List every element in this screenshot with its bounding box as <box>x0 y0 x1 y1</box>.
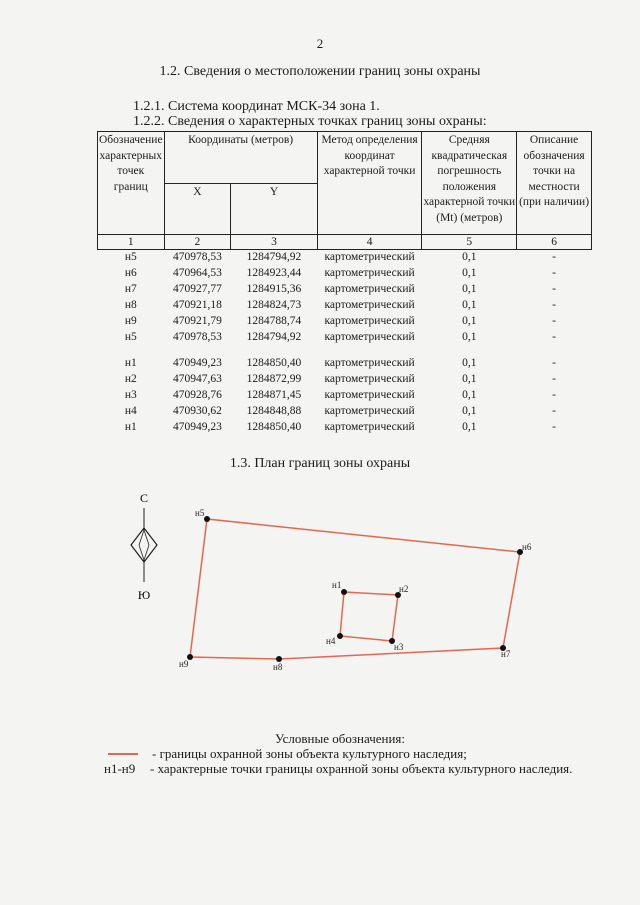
cell-x: 470947,63 <box>172 373 222 386</box>
cell-point: н1 <box>124 421 137 434</box>
cell-method: картометрический <box>324 330 415 343</box>
legend-points-key: н1-н9 <box>104 761 136 776</box>
cell-method: картометрический <box>324 298 415 311</box>
cell-point: н7 <box>124 282 137 295</box>
cell-description: - <box>552 373 556 386</box>
cell-y: 1284850,40 <box>246 421 302 434</box>
cell-description: - <box>552 282 556 295</box>
page-number: 2 <box>316 36 324 51</box>
cell-point: н3 <box>124 389 137 402</box>
section-title-1-3: 1.3. План границ зоны охраны <box>229 456 411 471</box>
table-row <box>98 372 592 388</box>
header-y: Y <box>231 183 317 235</box>
cell-error: 0,1 <box>462 373 477 386</box>
table-row <box>98 314 592 330</box>
header-method: Метод определения координат характерной точки <box>317 132 422 235</box>
cell-x: 470927,77 <box>172 282 222 295</box>
cell-method: картометрический <box>324 421 415 434</box>
cell-y: 1284824,73 <box>246 298 302 311</box>
cell-method: картометрический <box>324 266 415 279</box>
cell-method: картометрический <box>324 405 415 418</box>
compass-icon <box>131 491 157 602</box>
cell-error: 0,1 <box>462 389 477 402</box>
cell-point: н9 <box>124 314 137 327</box>
cell-point: н4 <box>124 405 137 418</box>
cell-description: - <box>552 314 556 327</box>
cell-y: 1284848,88 <box>246 405 302 418</box>
cell-x: 470978,53 <box>172 330 222 343</box>
cell-error: 0,1 <box>462 282 477 295</box>
point-marker-n1 <box>341 589 347 595</box>
cell-method: картометрический <box>324 373 415 386</box>
cell-error: 0,1 <box>462 405 477 418</box>
cell-description: - <box>552 298 556 311</box>
cell-y: 1284872,99 <box>246 373 302 386</box>
cell-description: - <box>552 389 556 402</box>
inner-boundary-line <box>340 592 398 641</box>
legend-line-description: - границы охранной зоны объекта культурного наследия; <box>152 746 467 761</box>
cell-x: 470964,53 <box>172 266 222 279</box>
cell-point: н6 <box>124 266 137 279</box>
header-description: Описание обозначения точки на местности (при наличии) <box>517 132 592 235</box>
col-number: 3 <box>231 235 317 250</box>
cell-error: 0,1 <box>462 330 477 343</box>
cell-y: 1284788,74 <box>246 314 302 327</box>
cell-description: - <box>552 330 556 343</box>
col-number: 6 <box>517 235 592 250</box>
legend-row-line <box>104 746 467 762</box>
header-coordinates: Координаты (метров) <box>164 132 317 184</box>
col-number: 4 <box>317 235 422 250</box>
cell-y: 1284871,45 <box>246 389 302 402</box>
table-row <box>98 330 592 346</box>
cell-point: н5 <box>124 251 137 263</box>
cell-method: картометрический <box>324 314 415 327</box>
cell-point: н1 <box>124 357 137 370</box>
coord-system-line: 1.2.1. Система координат МСК-34 зона 1. <box>133 99 380 114</box>
point-marker-n4 <box>337 633 343 639</box>
point-label-n7: н7 <box>501 649 511 659</box>
north-label: С <box>139 491 149 505</box>
cell-method: картометрический <box>324 251 415 263</box>
points-info-line: 1.2.2. Сведения о характерных точках границ зоны охраны: <box>133 114 487 129</box>
point-label-n8: н8 <box>273 662 283 672</box>
table-row <box>98 298 592 314</box>
point-marker-n5 <box>204 516 210 522</box>
cell-error: 0,1 <box>462 298 477 311</box>
point-label-n5: н5 <box>195 508 205 518</box>
cell-method: картометрический <box>324 389 415 402</box>
col-number: 1 <box>98 235 165 250</box>
boundary-plan <box>115 486 535 686</box>
header-point-designation: Обозначение характерных точек границ <box>98 132 165 235</box>
cell-description: - <box>552 266 556 279</box>
col-number: 5 <box>422 235 517 250</box>
cell-point: н8 <box>124 298 137 311</box>
cell-x: 470921,18 <box>172 298 222 311</box>
point-label-n6: н6 <box>522 542 532 552</box>
cell-x: 470949,23 <box>172 357 222 370</box>
cell-description: - <box>552 357 556 370</box>
cell-point: н2 <box>124 373 137 386</box>
point-label-n9: н9 <box>179 659 189 669</box>
table-row <box>98 356 592 372</box>
legend-points-description: - характерные точки границы охранной зоны объекта культурного наследия. <box>150 761 573 776</box>
col-number: 2 <box>164 235 231 250</box>
table-row <box>98 250 592 266</box>
cell-method: картометрический <box>324 357 415 370</box>
cell-y: 1284850,40 <box>246 357 302 370</box>
cell-error: 0,1 <box>462 357 477 370</box>
table-row <box>98 388 592 404</box>
header-error: Средняя квадратическая погрешность положения характерной точки (Mt) (метров) <box>422 132 517 235</box>
legend-row-points <box>104 761 572 777</box>
point-label-n2: н2 <box>399 584 409 594</box>
cell-x: 470978,53 <box>172 251 222 263</box>
cell-y: 1284794,92 <box>246 251 302 263</box>
legend-line-swatch <box>108 753 138 755</box>
cell-y: 1284915,36 <box>246 282 302 295</box>
cell-description: - <box>552 421 556 434</box>
compass-needle <box>139 530 149 560</box>
point-label-n3: н3 <box>394 642 404 652</box>
cell-point: н5 <box>124 330 137 343</box>
cell-x: 470949,23 <box>172 421 222 434</box>
cell-error: 0,1 <box>462 421 477 434</box>
cell-error: 0,1 <box>462 266 477 279</box>
cell-description: - <box>552 251 556 263</box>
header-x: X <box>164 183 231 235</box>
table-row <box>98 404 592 420</box>
point-label-n4: н4 <box>326 636 336 646</box>
boundary-points <box>187 516 523 662</box>
cell-y: 1284794,92 <box>246 330 302 343</box>
cell-y: 1284923,44 <box>246 266 302 279</box>
section-title-1-2: 1.2. Сведения о местоположении границ зоны охраны <box>159 64 481 79</box>
cell-error: 0,1 <box>462 251 477 263</box>
point-label-n1: н1 <box>332 580 342 590</box>
cell-x: 470921,79 <box>172 314 222 327</box>
cell-description: - <box>552 405 556 418</box>
cell-error: 0,1 <box>462 314 477 327</box>
table-spacer-row <box>98 345 592 356</box>
cell-x: 470930,62 <box>172 405 222 418</box>
column-number-row <box>98 235 592 250</box>
table-row <box>98 266 592 282</box>
cell-x: 470928,76 <box>172 389 222 402</box>
south-label: Ю <box>137 588 151 602</box>
coordinates-table <box>97 131 592 436</box>
legend-title: Условные обозначения: <box>274 731 406 746</box>
table-row <box>98 282 592 298</box>
cell-method: картометрический <box>324 282 415 295</box>
table-row <box>98 420 592 436</box>
